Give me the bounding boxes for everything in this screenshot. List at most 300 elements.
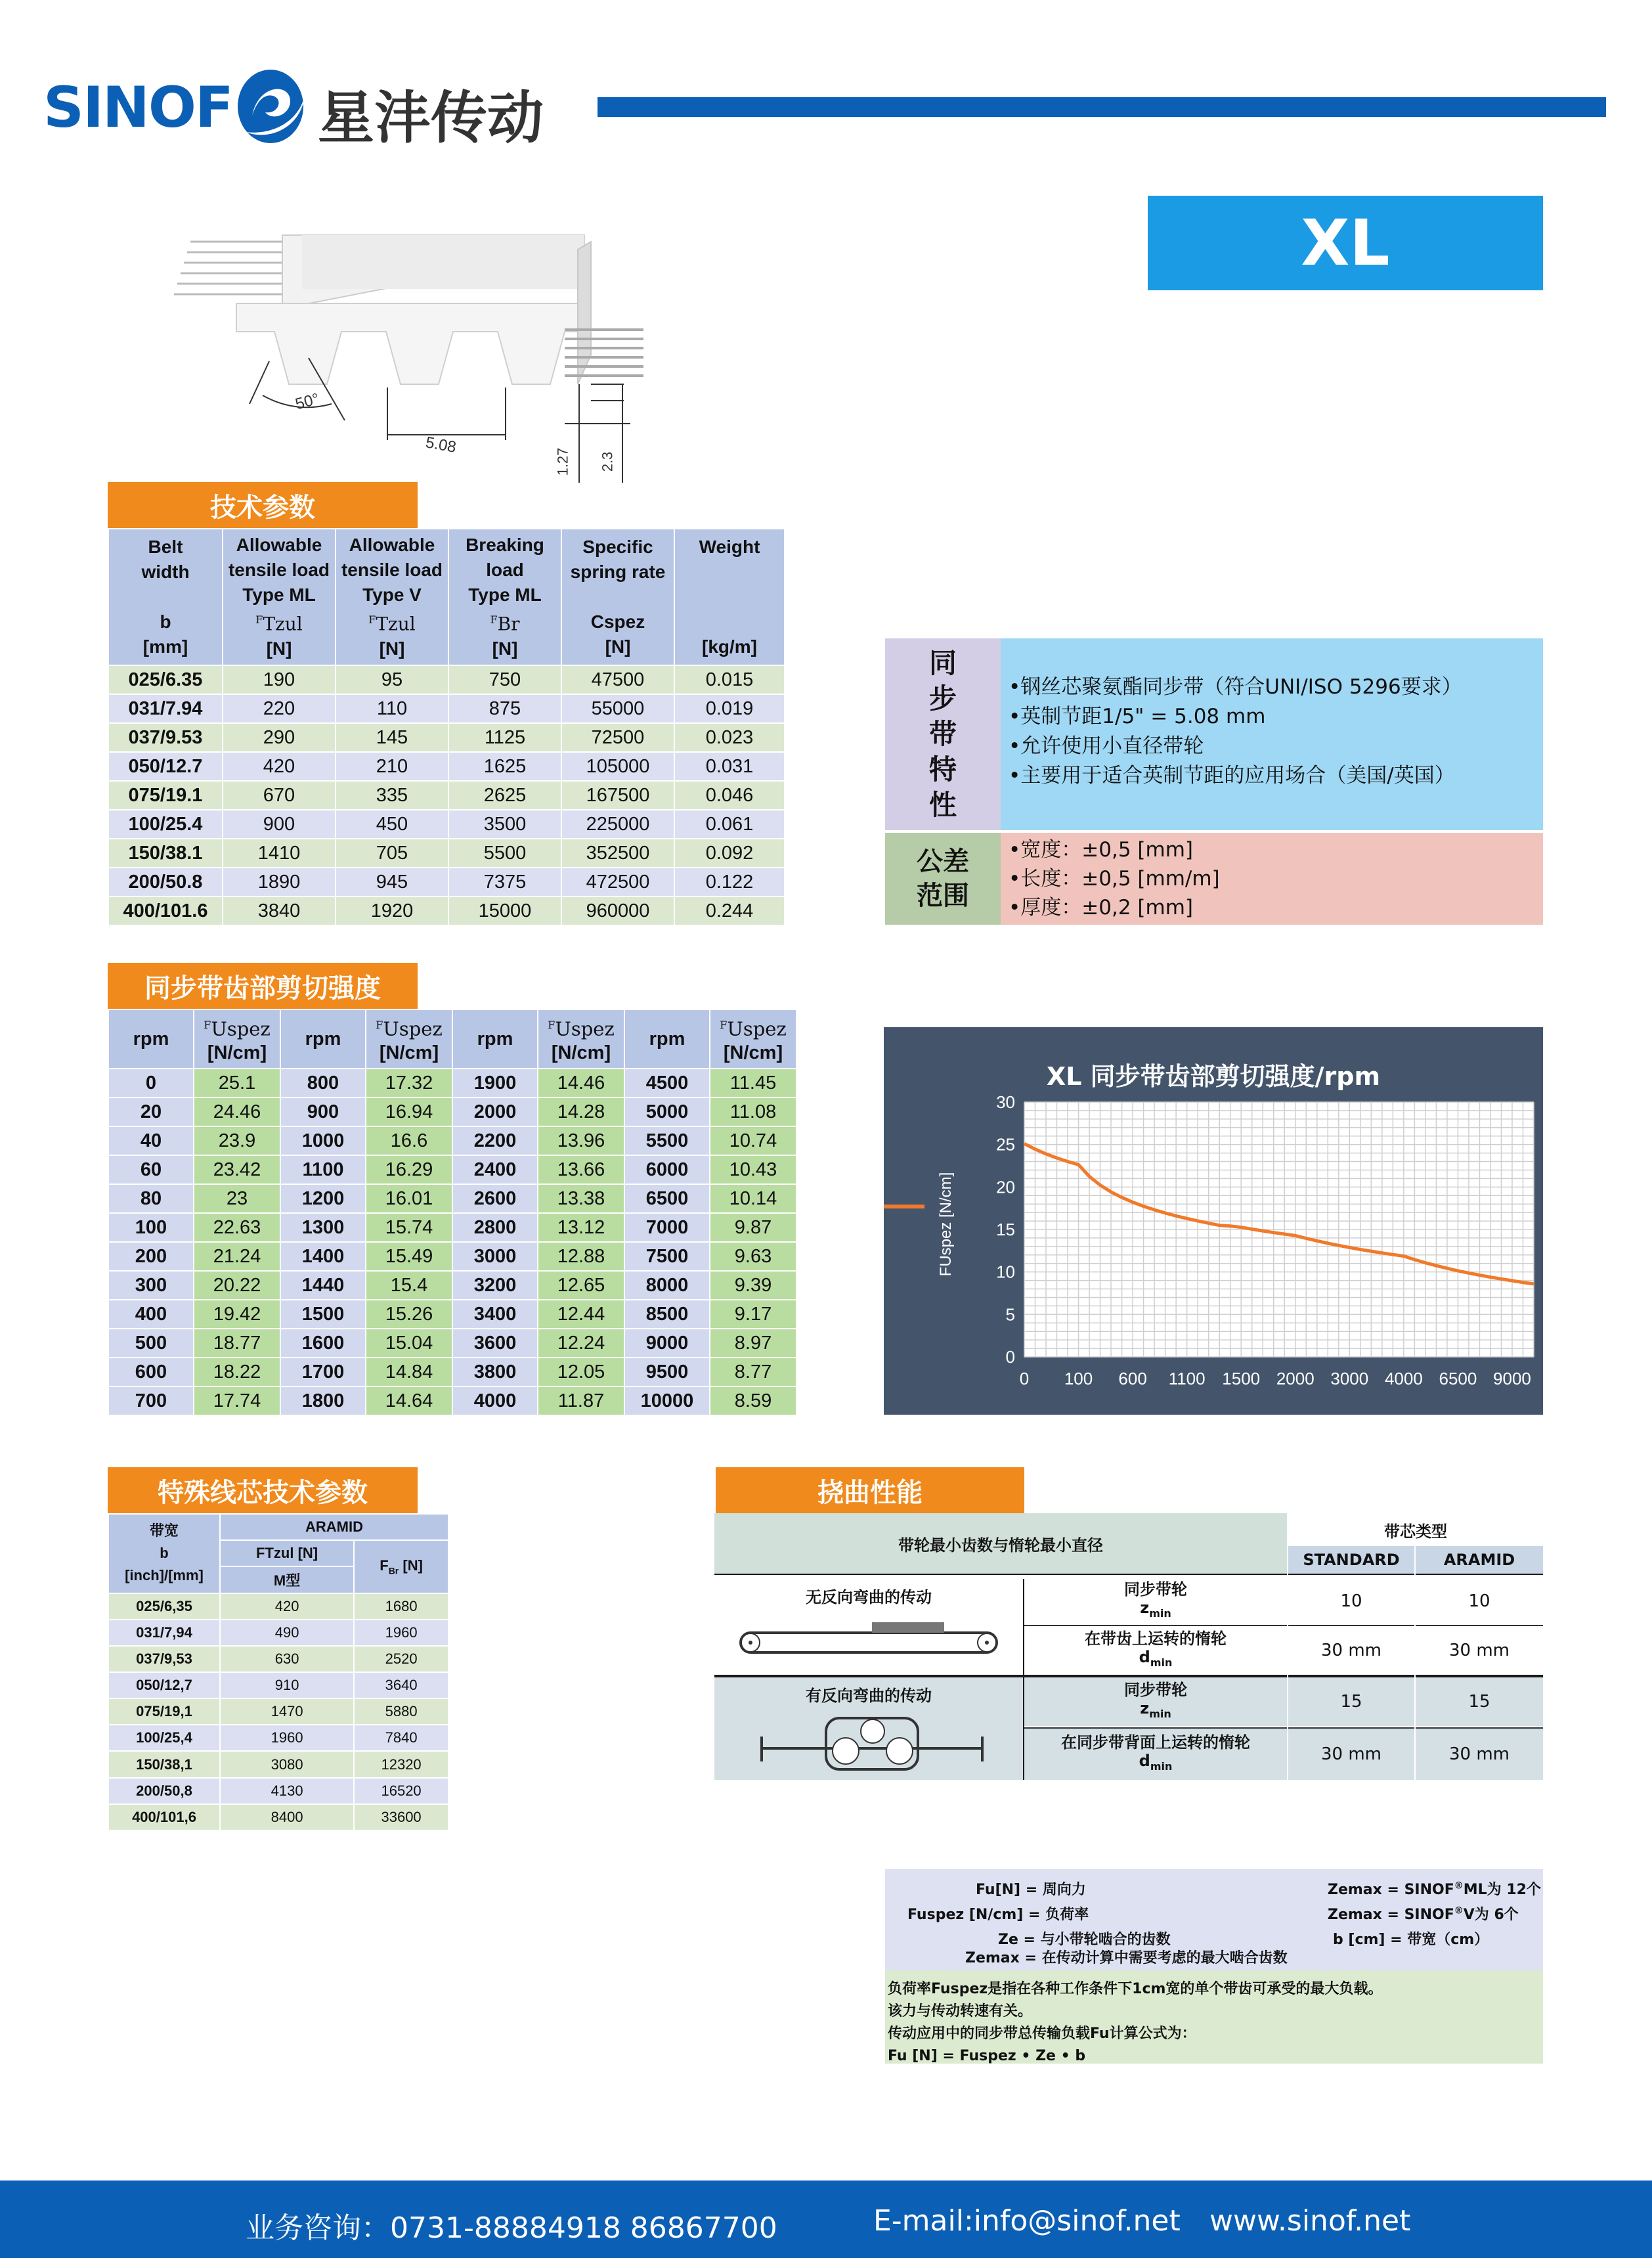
shear-rpm-cell: 2200 — [452, 1126, 538, 1155]
brand-latin: SINOF — [43, 75, 232, 141]
shear-rpm-cell: 5500 — [624, 1126, 710, 1155]
legend-b: b [cm] = 带宽（cm） — [1333, 1932, 1489, 1948]
flex-r1-label: 同步带轮 $z_{min}$ — [1024, 1579, 1287, 1624]
tech-cell: 670 — [223, 781, 336, 810]
aramid-cell: 075/19,1 — [108, 1698, 220, 1725]
footer-email[interactable]: E-mail:info@sinof.net — [873, 2204, 1181, 2238]
th-fuspez: $^F$Uspez [N/cm] — [194, 1009, 280, 1069]
shear-rpm-cell: 1500 — [280, 1300, 366, 1329]
th-breaking: Breaking load Type ML $^F$Br [N] — [448, 529, 561, 665]
shear-rpm-cell: 1900 — [452, 1069, 538, 1097]
shear-value-cell: 16.29 — [366, 1155, 452, 1184]
aramid-row — [108, 1593, 448, 1620]
model-code: XL — [1301, 206, 1390, 280]
shear-rpm-cell: 200 — [108, 1242, 194, 1271]
brand-logo — [43, 63, 582, 151]
aramid-cell: 031/7,94 — [108, 1620, 220, 1646]
th-fuspez: $^F$Uspez [N/cm] — [710, 1009, 796, 1069]
y-tick-label: 5 — [1005, 1304, 1015, 1325]
shear-value-cell: 13.12 — [538, 1213, 624, 1242]
tech-row — [108, 665, 785, 694]
x-tick-label: 3000 — [1330, 1369, 1369, 1388]
shear-row — [108, 1300, 796, 1329]
shear-value-cell: 11.08 — [710, 1097, 796, 1126]
aramid-cell: 150/38,1 — [108, 1751, 220, 1777]
tech-cell: 3500 — [448, 810, 561, 839]
flex-r2-aramid: 30 mm — [1416, 1626, 1543, 1675]
shear-value-cell: 25.1 — [194, 1069, 280, 1097]
tech-cell: 945 — [336, 868, 448, 897]
tech-cell: 5500 — [448, 839, 561, 868]
th-spring: Specific spring rate Cspez [N] — [561, 529, 674, 665]
tech-cell: 025/6.35 — [108, 665, 223, 694]
tech-cell: 1920 — [336, 897, 448, 925]
shear-rpm-cell: 700 — [108, 1386, 194, 1415]
shear-rpm-cell: 4500 — [624, 1069, 710, 1097]
tech-cell: 220 — [223, 694, 336, 723]
aramid-cell: 050/12,7 — [108, 1672, 220, 1698]
aramid-title: 特殊线芯技术参数 — [108, 1467, 418, 1513]
shear-row — [108, 1069, 796, 1097]
legend-zemax-ml: Zemax = SINOF®ML为 12个 — [1328, 1880, 1541, 1898]
header-rule — [598, 97, 1606, 117]
legend-fuspez: Fuspez [N/cm] = 负荷率 — [907, 1907, 1089, 1923]
shear-rpm-cell: 1000 — [280, 1126, 366, 1155]
legend-box — [885, 1869, 1543, 2064]
tech-title: 技术参数 — [108, 482, 418, 528]
aramid-row — [108, 1751, 448, 1777]
shear-rpm-cell: 1200 — [280, 1184, 366, 1213]
tech-cell: 7375 — [448, 868, 561, 897]
flex-head-main: 带轮最小齿数与惰轮最小直径 — [714, 1513, 1287, 1574]
y-tick-label: 10 — [996, 1262, 1015, 1282]
shear-value-cell: 11.45 — [710, 1069, 796, 1097]
shear-row — [108, 1242, 796, 1271]
shear-value-cell: 10.43 — [710, 1155, 796, 1184]
drive-no-reverse-icon — [734, 1620, 1003, 1666]
shear-rpm-cell: 8000 — [624, 1271, 710, 1300]
tech-cell: 750 — [448, 665, 561, 694]
flex-r3-std: 15 — [1288, 1677, 1414, 1726]
shear-rpm-cell: 1800 — [280, 1386, 366, 1415]
dim-pitch: 5.08 — [424, 433, 458, 456]
flex-title: 挠曲性能 — [716, 1467, 1024, 1513]
shear-row — [108, 1155, 796, 1184]
y-tick-label: 15 — [996, 1220, 1015, 1239]
shear-value-cell: 9.17 — [710, 1300, 796, 1329]
shear-table — [108, 1009, 797, 1415]
aramid-cell: 1470 — [220, 1698, 354, 1725]
tech-cell: 100/25.4 — [108, 810, 223, 839]
tech-cell: 875 — [448, 694, 561, 723]
shear-value-cell: 20.22 — [194, 1271, 280, 1300]
shear-value-cell: 9.63 — [710, 1242, 796, 1271]
aramid-cell: 1960 — [220, 1725, 354, 1751]
tech-cell: 450 — [336, 810, 448, 839]
tech-cell: 55000 — [561, 694, 674, 723]
aramid-cell: 12320 — [354, 1751, 448, 1777]
th-fuspez: $^F$Uspez [N/cm] — [366, 1009, 452, 1069]
aramid-cell: 1680 — [354, 1593, 448, 1620]
shear-rpm-cell: 500 — [108, 1329, 194, 1358]
shear-rpm-cell: 600 — [108, 1358, 194, 1386]
flex-table — [714, 1513, 1543, 1780]
aramid-row — [108, 1725, 448, 1751]
aramid-cell: 2520 — [354, 1646, 448, 1672]
shear-rpm-cell: 9500 — [624, 1358, 710, 1386]
model-badge — [1148, 196, 1543, 290]
shear-rpm-cell: 2600 — [452, 1184, 538, 1213]
aramid-row — [108, 1672, 448, 1698]
tech-cell: 037/9.53 — [108, 723, 223, 752]
shear-rpm-cell: 300 — [108, 1271, 194, 1300]
th-rpm: rpm — [452, 1009, 538, 1069]
tech-cell: 200/50.8 — [108, 868, 223, 897]
shear-value-cell: 15.4 — [366, 1271, 452, 1300]
aramid-row — [108, 1698, 448, 1725]
flex-r2-std: 30 mm — [1288, 1626, 1414, 1675]
shear-value-cell: 12.88 — [538, 1242, 624, 1271]
aramid-cell: 100/25,4 — [108, 1725, 220, 1751]
footer-phone: 业务咨询：0731-88884918 86867700 — [246, 2211, 777, 2245]
x-tick-label: 0 — [1019, 1369, 1030, 1388]
tech-cell: 167500 — [561, 781, 674, 810]
shear-value-cell: 17.32 — [366, 1069, 452, 1097]
shear-value-cell: 8.59 — [710, 1386, 796, 1415]
tech-cell: 352500 — [561, 839, 674, 868]
flex-r4-label: 在同步带背面上运转的惰轮 $d_{min}$ — [1024, 1729, 1287, 1780]
shear-rpm-cell: 2800 — [452, 1213, 538, 1242]
tech-cell: 0.031 — [674, 752, 785, 781]
features-label: 同 步 带 特 性 — [885, 638, 1001, 830]
shear-value-cell: 13.96 — [538, 1126, 624, 1155]
flex-r1-aramid: 10 — [1416, 1579, 1543, 1624]
tolerance-label: 公差 范围 — [885, 833, 1001, 925]
th-band-width: 带宽 b [inch]/[mm] — [108, 1514, 220, 1593]
shear-rpm-cell: 1600 — [280, 1329, 366, 1358]
shear-rpm-cell: 1100 — [280, 1155, 366, 1184]
shear-value-cell: 14.64 — [366, 1386, 452, 1415]
y-tick-label: 30 — [996, 1092, 1015, 1112]
tech-row — [108, 897, 785, 925]
th-weight: Weight [kg/m] — [674, 529, 785, 665]
tech-row — [108, 868, 785, 897]
x-tick-label: 6500 — [1439, 1369, 1477, 1388]
dim-total-height: 2.3 — [599, 451, 616, 472]
tolerance-list: •宽度：±0,5 [mm] •长度：±0,5 [mm/m] •厚度：±0,2 [mm] — [1001, 833, 1543, 925]
shear-rpm-cell: 6000 — [624, 1155, 710, 1184]
shear-rpm-cell: 3200 — [452, 1271, 538, 1300]
shear-value-cell: 8.97 — [710, 1329, 796, 1358]
aramid-cell: 33600 — [354, 1804, 448, 1830]
shear-rpm-cell: 800 — [280, 1069, 366, 1097]
shear-title: 同步带齿部剪切强度 — [108, 963, 418, 1009]
flex-r4-aramid: 30 mm — [1416, 1729, 1543, 1780]
aramid-row — [108, 1778, 448, 1804]
shear-value-cell: 21.24 — [194, 1242, 280, 1271]
aramid-cell: 8400 — [220, 1804, 354, 1830]
tech-cell: 210 — [336, 752, 448, 781]
tech-cell: 705 — [336, 839, 448, 868]
shear-row — [108, 1271, 796, 1300]
th-rpm: rpm — [624, 1009, 710, 1069]
features-list: •钢丝芯聚氨酯同步带（符合UNI/ISO 5296要求） •英制节距1/5" = 5.08 mm •允许使用小直径带轮 •主要用于适合英制节距的应用场合（美国/英国） — [1001, 638, 1543, 830]
y-axis-label: FUspez [N/cm] — [937, 1172, 955, 1277]
shear-value-cell: 15.49 — [366, 1242, 452, 1271]
aramid-cell: 037/9,53 — [108, 1646, 220, 1672]
tech-row — [108, 723, 785, 752]
y-tick-label: 0 — [1005, 1347, 1015, 1367]
shear-value-cell: 12.65 — [538, 1271, 624, 1300]
shear-rpm-cell: 7500 — [624, 1242, 710, 1271]
shear-chart — [884, 1027, 1543, 1415]
th-fuspez: $^F$Uspez [N/cm] — [538, 1009, 624, 1069]
footer — [0, 2181, 1652, 2258]
tech-cell: 1410 — [223, 839, 336, 868]
shear-value-cell: 8.77 — [710, 1358, 796, 1386]
shear-value-cell: 19.42 — [194, 1300, 280, 1329]
shear-value-cell: 17.74 — [194, 1386, 280, 1415]
th-rpm: rpm — [108, 1009, 194, 1069]
aramid-cell: 3080 — [220, 1751, 354, 1777]
shear-rpm-cell: 1700 — [280, 1358, 366, 1386]
aramid-cell: 5880 — [354, 1698, 448, 1725]
x-tick-label: 4000 — [1384, 1369, 1423, 1388]
shear-row — [108, 1097, 796, 1126]
shear-rpm-cell: 1400 — [280, 1242, 366, 1271]
tech-cell: 420 — [223, 752, 336, 781]
tech-cell: 900 — [223, 810, 336, 839]
tech-cell: 1890 — [223, 868, 336, 897]
aramid-cell: 7840 — [354, 1725, 448, 1751]
aramid-cell: 3640 — [354, 1672, 448, 1698]
flex-group-1: 无反向弯曲的传动 — [714, 1579, 1023, 1612]
logo-swirl-icon — [232, 63, 311, 148]
shear-value-cell: 16.94 — [366, 1097, 452, 1126]
shear-value-cell: 23.9 — [194, 1126, 280, 1155]
aramid-cell: 4130 — [220, 1778, 354, 1804]
aramid-cell: 025/6,35 — [108, 1593, 220, 1620]
tech-cell: 472500 — [561, 868, 674, 897]
tech-cell: 0.015 — [674, 665, 785, 694]
shear-rpm-cell: 60 — [108, 1155, 194, 1184]
tech-cell: 0.061 — [674, 810, 785, 839]
dim-tooth-height: 1.27 — [554, 447, 571, 476]
shear-rpm-cell: 4000 — [452, 1386, 538, 1415]
shear-rpm-cell: 80 — [108, 1184, 194, 1213]
flex-r3-aramid: 15 — [1416, 1677, 1543, 1726]
flex-r3-label: 同步带轮 $z_{min}$ — [1024, 1677, 1287, 1726]
x-tick-label: 9000 — [1493, 1369, 1531, 1388]
aramid-cell: 16520 — [354, 1778, 448, 1804]
aramid-cell: 200/50,8 — [108, 1778, 220, 1804]
tech-cell: 105000 — [561, 752, 674, 781]
tech-cell: 335 — [336, 781, 448, 810]
legend-fu: Fu[N] = 周向力 — [976, 1882, 1086, 1898]
shear-rpm-cell: 6500 — [624, 1184, 710, 1213]
shear-value-cell: 18.77 — [194, 1329, 280, 1358]
shear-rpm-cell: 1440 — [280, 1271, 366, 1300]
tech-cell: 190 — [223, 665, 336, 694]
flex-head-aramid: ARAMID — [1416, 1546, 1543, 1574]
features-box — [885, 638, 1543, 925]
th-mtype: M型 — [220, 1566, 354, 1593]
flex-r1-std: 10 — [1288, 1579, 1414, 1624]
x-tick-label: 100 — [1064, 1369, 1093, 1388]
shear-value-cell: 24.46 — [194, 1097, 280, 1126]
tech-row — [108, 694, 785, 723]
flex-group-2: 有反向弯曲的传动 — [714, 1677, 1023, 1710]
tech-table — [108, 528, 785, 925]
shear-value-cell: 15.74 — [366, 1213, 452, 1242]
dim-angle: 50° — [293, 389, 322, 414]
tech-cell: 0.019 — [674, 694, 785, 723]
tech-cell: 3840 — [223, 897, 336, 925]
aramid-row — [108, 1804, 448, 1830]
tech-cell: 960000 — [561, 897, 674, 925]
tech-cell: 2625 — [448, 781, 561, 810]
th-rpm: rpm — [280, 1009, 366, 1069]
chart-title: XL 同步带齿部剪切强度/rpm — [1046, 1062, 1381, 1091]
tech-cell: 225000 — [561, 810, 674, 839]
aramid-row — [108, 1620, 448, 1646]
legend-zemax: Zemax = 在传动计算中需要考虑的最大啮合齿数 — [965, 1950, 1288, 1966]
x-tick-label: 2000 — [1276, 1369, 1315, 1388]
tech-cell: 1125 — [448, 723, 561, 752]
aramid-cell: 1960 — [354, 1620, 448, 1646]
shear-rpm-cell: 3600 — [452, 1329, 538, 1358]
tech-cell: 0.092 — [674, 839, 785, 868]
tech-cell: 145 — [336, 723, 448, 752]
tech-cell: 95 — [336, 665, 448, 694]
shear-value-cell: 23.42 — [194, 1155, 280, 1184]
shear-rpm-cell: 3400 — [452, 1300, 538, 1329]
tech-cell: 400/101.6 — [108, 897, 223, 925]
shear-rpm-cell: 8500 — [624, 1300, 710, 1329]
tech-row — [108, 839, 785, 868]
th-ftzul: FTzul [N] — [220, 1540, 354, 1566]
shear-row — [108, 1213, 796, 1242]
flex-head-std: STANDARD — [1288, 1546, 1414, 1574]
tech-cell: 0.122 — [674, 868, 785, 897]
shear-row — [108, 1386, 796, 1415]
flex-r2-label: 在带齿上运转的惰轮 $d_{min}$ — [1024, 1626, 1287, 1675]
belt-illustration — [171, 223, 643, 486]
x-tick-label: 1500 — [1222, 1369, 1261, 1388]
shear-rpm-cell: 3800 — [452, 1358, 538, 1386]
shear-value-cell: 9.87 — [710, 1213, 796, 1242]
shear-rpm-cell: 3000 — [452, 1242, 538, 1271]
drive-reverse-icon — [754, 1710, 990, 1780]
th-tensile-v: Allowable tensile load Type V $^F$Tzul [N] — [336, 529, 448, 665]
shear-row — [108, 1126, 796, 1155]
tech-cell: 72500 — [561, 723, 674, 752]
shear-rpm-cell: 40 — [108, 1126, 194, 1155]
tech-cell: 050/12.7 — [108, 752, 223, 781]
shear-value-cell: 13.66 — [538, 1155, 624, 1184]
shear-value-cell: 23 — [194, 1184, 280, 1213]
shear-row — [108, 1184, 796, 1213]
aramid-cell: 630 — [220, 1646, 354, 1672]
th-aramid-group: ARAMID — [220, 1514, 448, 1540]
tech-cell: 031/7.94 — [108, 694, 223, 723]
shear-rpm-cell: 5000 — [624, 1097, 710, 1126]
brand-chinese: 星沣传动 — [318, 85, 544, 151]
shear-value-cell: 9.39 — [710, 1271, 796, 1300]
tech-cell: 150/38.1 — [108, 839, 223, 868]
y-tick-label: 20 — [996, 1177, 1015, 1197]
tech-cell: 0.244 — [674, 897, 785, 925]
shear-value-cell: 14.84 — [366, 1358, 452, 1386]
y-tick-label: 25 — [996, 1134, 1015, 1155]
tech-cell: 0.046 — [674, 781, 785, 810]
footer-website[interactable]: www.sinof.net — [1209, 2204, 1411, 2238]
shear-value-cell: 14.28 — [538, 1097, 624, 1126]
tech-row — [108, 781, 785, 810]
shear-value-cell: 13.38 — [538, 1184, 624, 1213]
shear-value-cell: 15.04 — [366, 1329, 452, 1358]
aramid-row — [108, 1646, 448, 1672]
tech-cell: 1625 — [448, 752, 561, 781]
shear-value-cell: 16.01 — [366, 1184, 452, 1213]
tech-cell: 290 — [223, 723, 336, 752]
tech-cell: 15000 — [448, 897, 561, 925]
shear-rpm-cell: 400 — [108, 1300, 194, 1329]
shear-value-cell: 11.87 — [538, 1386, 624, 1415]
legend-ze: Ze = 与小带轮啮合的齿数 — [998, 1932, 1171, 1948]
shear-row — [108, 1329, 796, 1358]
tech-row — [108, 752, 785, 781]
legend-zemax-v: Zemax = SINOF®V为 6个 — [1328, 1905, 1519, 1923]
th-tensile-ml: Allowable tensile load Type ML $^F$Tzul [N] — [223, 529, 336, 665]
tech-cell: 075/19.1 — [108, 781, 223, 810]
shear-rpm-cell: 900 — [280, 1097, 366, 1126]
shear-rpm-cell: 2400 — [452, 1155, 538, 1184]
shear-rpm-cell: 10000 — [624, 1386, 710, 1415]
tech-row — [108, 810, 785, 839]
x-tick-label: 1100 — [1168, 1369, 1206, 1388]
aramid-cell: 400/101,6 — [108, 1804, 220, 1830]
shear-rpm-cell: 7000 — [624, 1213, 710, 1242]
shear-value-cell: 12.05 — [538, 1358, 624, 1386]
aramid-table — [108, 1513, 449, 1831]
shear-value-cell: 15.26 — [366, 1300, 452, 1329]
shear-rpm-cell: 20 — [108, 1097, 194, 1126]
x-tick-label: 600 — [1118, 1369, 1147, 1388]
shear-value-cell: 22.63 — [194, 1213, 280, 1242]
th-fbr: $F_{Br}$ [N] — [354, 1540, 448, 1593]
shear-value-cell: 12.24 — [538, 1329, 624, 1358]
shear-value-cell: 10.14 — [710, 1184, 796, 1213]
shear-value-cell: 14.46 — [538, 1069, 624, 1097]
shear-value-cell: 16.6 — [366, 1126, 452, 1155]
shear-rpm-cell: 0 — [108, 1069, 194, 1097]
tech-cell: 47500 — [561, 665, 674, 694]
shear-value-cell: 12.44 — [538, 1300, 624, 1329]
shear-rpm-cell: 9000 — [624, 1329, 710, 1358]
tech-cell: 0.023 — [674, 723, 785, 752]
flex-r4-std: 30 mm — [1288, 1729, 1414, 1780]
flex-head-core: 带芯类型 — [1288, 1513, 1543, 1546]
shear-value-cell: 10.74 — [710, 1126, 796, 1155]
aramid-cell: 490 — [220, 1620, 354, 1646]
shear-value-cell: 18.22 — [194, 1358, 280, 1386]
shear-rpm-cell: 2000 — [452, 1097, 538, 1126]
aramid-cell: 420 — [220, 1593, 354, 1620]
shear-rpm-cell: 100 — [108, 1213, 194, 1242]
tech-cell: 110 — [336, 694, 448, 723]
shear-rpm-cell: 1300 — [280, 1213, 366, 1242]
